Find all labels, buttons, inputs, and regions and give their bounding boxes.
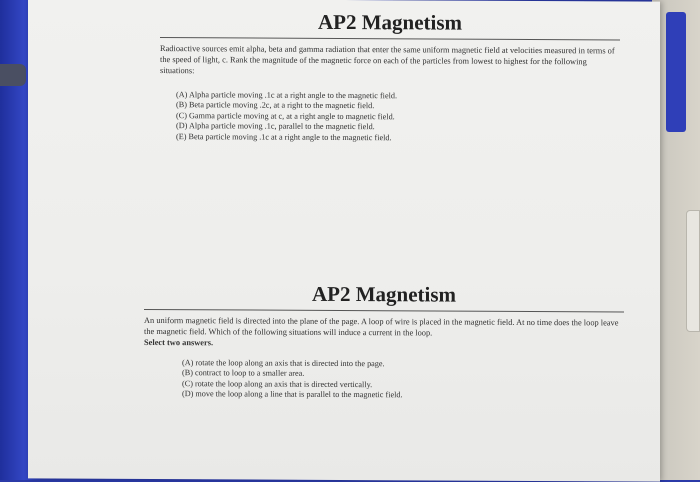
- question-section-2: [144, 281, 624, 402]
- answer-choice: (A) rotate the loop along an axis that is directed into the page.: [182, 358, 385, 369]
- question-prompt: An uniform magnetic field is directed into the plane of the page. A loop of wire is placed in the magnetic field. At no time does the loop leave the magnetic field. Which of the following situations will induce a current in the loop.: [144, 315, 619, 338]
- page-tab: [686, 210, 700, 332]
- title-divider: [144, 309, 624, 313]
- answer-choice: (E) Beta particle moving .1c at a right angle to the magnetic field.: [176, 131, 392, 142]
- question-prompt-block: [144, 315, 624, 351]
- answer-choice: (C) Gamma particle moving at c, at a right angle to magnetic field.: [176, 110, 395, 122]
- blue-folder: [666, 12, 686, 132]
- question-prompt: Radioactive sources emit alpha, beta and gamma radiation that enter the same uniform magnetic field at velocities measured in terms of the speed of light, c. Rank the magnitude of the magnetic force on each of the particles from lowest to highest for the following situations:: [160, 44, 615, 76]
- question-section-1: [160, 9, 620, 144]
- answer-choice: (D) Alpha particle moving .1c, parallel to the magnetic field.: [176, 121, 375, 132]
- answer-choice: (B) contract to loop to a smaller area.: [182, 368, 305, 379]
- answer-choice: (B) Beta particle moving .2c, at a right to the magnetic field.: [176, 100, 375, 111]
- answer-choice: (D) move the loop along a line that is parallel to the magnetic field.: [182, 389, 403, 400]
- section-title: AP2 Magnetism: [311, 281, 457, 307]
- answer-choice: (A) Alpha particle moving .1c at a right angle to the magnetic field.: [176, 90, 397, 101]
- answer-choices: [160, 90, 620, 144]
- worksheet-page: [28, 0, 660, 482]
- answer-choice: (C) rotate the loop along an axis that is directed vertically.: [182, 378, 373, 389]
- title-divider: [160, 37, 620, 40]
- section-title: AP2 Magnetism: [317, 9, 463, 35]
- answer-choices: [144, 358, 624, 402]
- binder-ring: [0, 64, 26, 86]
- question-instruction: Select two answers.: [144, 337, 214, 348]
